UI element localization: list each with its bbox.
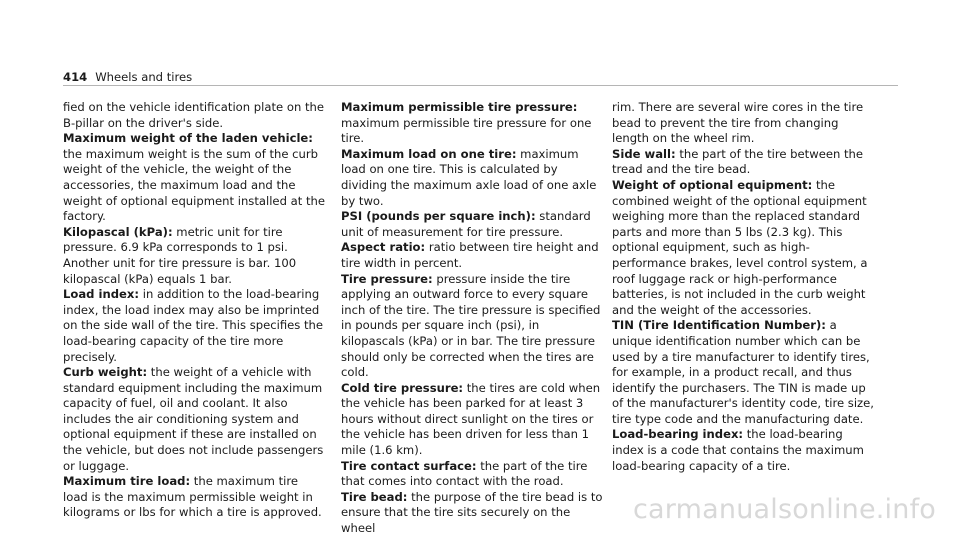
- glossary-entry: [63, 131, 325, 225]
- page-header: [63, 70, 192, 84]
- glossary-term: Side wall:: [612, 146, 676, 161]
- glossary-definition: maximum permissible tire pressure for one tire.: [341, 115, 592, 146]
- glossary-entry: [63, 225, 325, 287]
- header-divider: [63, 85, 898, 86]
- text-column-2: [341, 100, 603, 537]
- glossary-entry: [341, 459, 603, 490]
- glossary-definition: the maximum weight is the sum of the curb weight of the vehicle, the weight of the accessories, the maximum load and the weight of optional equipment installed at the factory.: [63, 146, 325, 224]
- glossary-entry: [341, 100, 603, 147]
- glossary-term: Aspect ratio:: [341, 240, 426, 255]
- glossary-entry: [341, 272, 603, 381]
- glossary-entry: [612, 318, 874, 427]
- glossary-term: Maximum tire load:: [63, 474, 191, 489]
- glossary-definition: the maximum tire load is the maximum permissible weight in kilograms or lbs for which a tire is approved.: [63, 474, 322, 520]
- glossary-term: Kilopascal (kPa):: [63, 224, 173, 239]
- glossary-definition: pressure inside the tire applying an outward force to every square inch of the tire. The tire pressure is specified in pounds per square inch (psi), in kilopascals (kPa) or in bar. The tire pressure should only be corrected when the tires are cold.: [341, 271, 601, 380]
- glossary-entry: [341, 490, 603, 537]
- glossary-definition: a unique identification number which can be used by a tire manufacturer to identify tires, for example, in a product recall, and thus identify the purchasers. The TIN is made up of the manufacturer's identity code, tire size, tire type code and the manufacturing date.: [612, 318, 874, 426]
- glossary-definition: the load-bearing index is a code that contains the maximum load-bearing capacity of a tire.: [612, 427, 864, 473]
- glossary-definition: in addition to the load-bearing index, the load index may also be imprinted on the side wall of the tire. This specifies the load-bearing capacity of the tire more precisely.: [63, 287, 324, 364]
- glossary-entry: [341, 209, 603, 240]
- text-column-1: [63, 100, 325, 521]
- glossary-definition: ratio between tire height and tire width in percent.: [341, 240, 599, 270]
- glossary-entry: [63, 287, 325, 365]
- glossary-definition: standard unit of measurement for tire pressure.: [341, 209, 591, 239]
- watermark: carmanualsonline.info: [633, 494, 936, 525]
- section-title: Wheels and tires: [95, 70, 193, 84]
- glossary-term: PSI (pounds per square inch):: [341, 209, 536, 224]
- glossary-entry: [612, 427, 874, 474]
- glossary-definition: maximum load on one tire. This is calculated by dividing the maximum axle load of one axle by two.: [341, 146, 597, 208]
- glossary-term: Maximum load on one tire:: [341, 146, 517, 161]
- glossary-definition: the weight of a vehicle with standard equipment including the maximum capacity of fuel, oil and coolant. It also includes the air conditioning system and optional equipment if these are installed on the vehicle, but does not include passengers or luggage.: [63, 365, 324, 473]
- glossary-term: Tire bead:: [341, 489, 408, 504]
- glossary-entry: [341, 381, 603, 459]
- glossary-term: Load-bearing index:: [612, 427, 744, 442]
- page-number: 414: [63, 70, 88, 84]
- glossary-entry: [612, 147, 874, 178]
- glossary-term: Weight of optional equipment:: [612, 177, 813, 192]
- glossary-term: Curb weight:: [63, 365, 148, 380]
- glossary-term: Maximum permissible tire pressure:: [341, 100, 578, 114]
- glossary-entry: rim. There are several wire cores in the tire bead to prevent the tire from changing length on the wheel rim.: [612, 100, 864, 146]
- glossary-definition: the part of the tire between the tread and the tire bead.: [612, 146, 864, 177]
- glossary-entry: fied on the vehicle identification plate on the B-pillar on the driver's side.: [63, 100, 325, 130]
- glossary-definition: the tires are cold when the vehicle has been parked for at least 3 hours without direct sunlight on the tires or the vehicle has been driven for less than 1 mile (1.6 km).: [341, 380, 601, 458]
- glossary-entry: [341, 240, 603, 271]
- glossary-entry: [612, 178, 874, 318]
- glossary-entry: [63, 365, 325, 474]
- glossary-definition: the part of the tire that comes into contact with the road.: [341, 458, 588, 489]
- glossary-entry: [63, 474, 325, 521]
- glossary-term: Tire pressure:: [341, 271, 433, 286]
- glossary-term: Tire contact surface:: [341, 458, 477, 473]
- glossary-entry: [341, 147, 603, 209]
- glossary-term: Maximum weight of the laden vehicle:: [63, 131, 313, 146]
- glossary-term: Load index:: [63, 287, 140, 302]
- text-column-3: [612, 100, 874, 474]
- glossary-term: Cold tire pressure:: [341, 380, 464, 395]
- glossary-definition: metric unit for tire pressure. 6.9 kPa corresponds to 1 psi. Another unit for tire pressure is bar. 100 kilopascal (kPa) equals 1 bar.: [63, 224, 297, 286]
- glossary-definition: the purpose of the tire bead is to ensure that the tire sits securely on the wheel: [341, 489, 603, 536]
- glossary-term: TIN (Tire Identification Number):: [612, 318, 826, 333]
- glossary-definition: the combined weight of the optional equipment weighing more than the replaced standard parts and more than 5 lbs (2.3 kg). This optional equipment, such as high-performance brakes, level control system, a roof luggage rack or high-performance batteries, is not included in the curb weight and the weight of the accessories.: [612, 177, 868, 317]
